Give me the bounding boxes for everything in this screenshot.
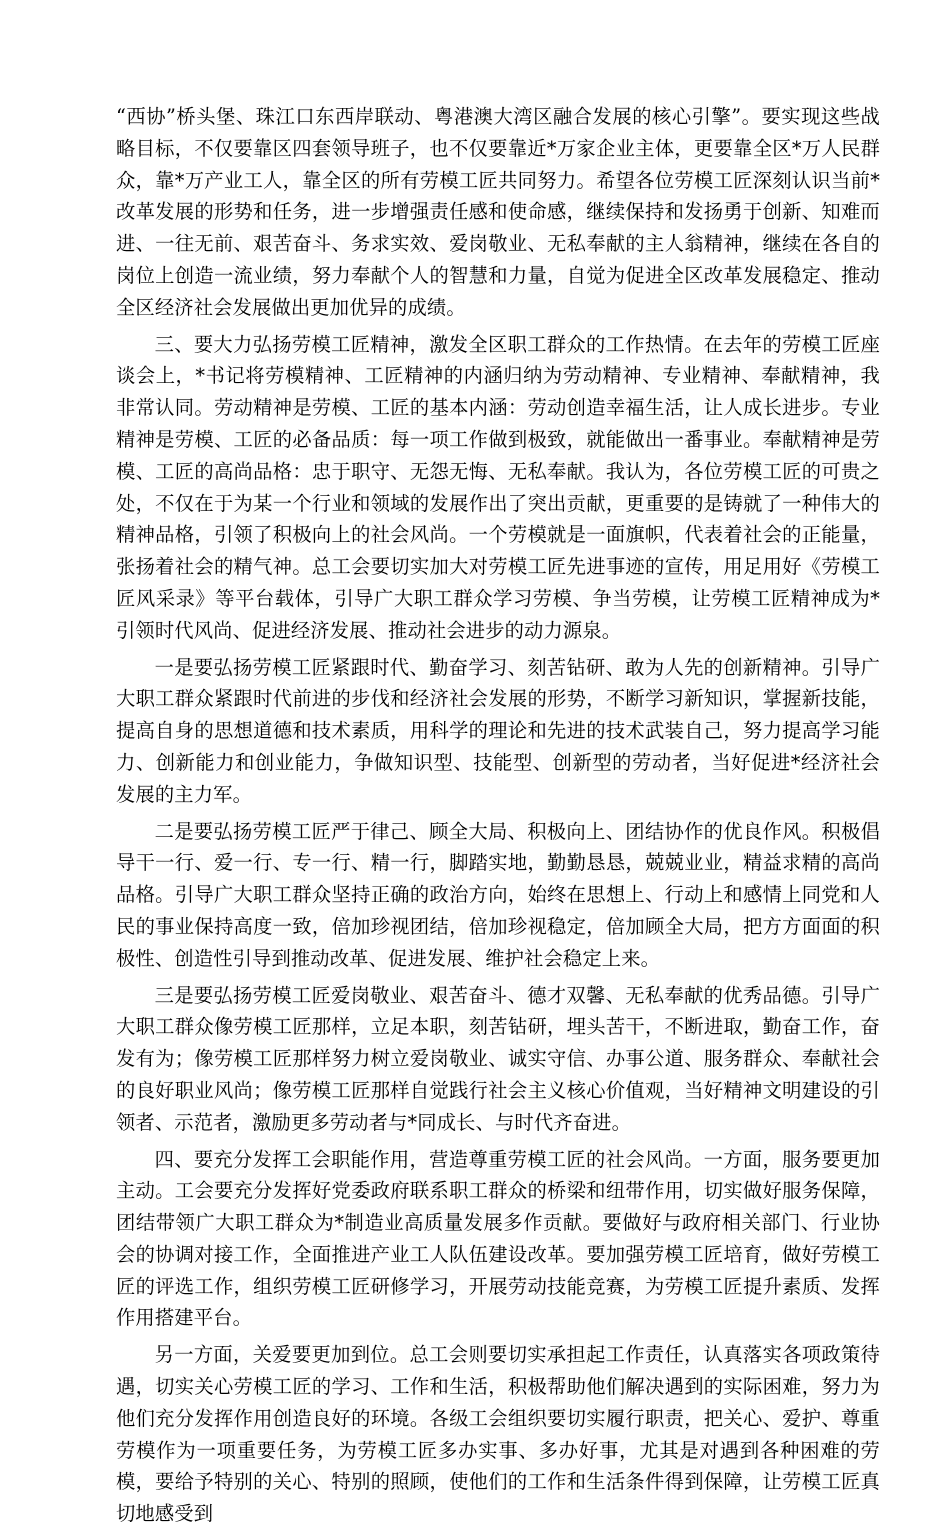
paragraph-point-three: 三是要弘扬劳模工匠爱岗敬业、艰苦奋斗、德才双馨、无私奉献的优秀品德。引导广大职工群众像劳模工匠那样，立足本职，刻苦钻研，埋头苦干，不断进取，勤奋工作，奋发有为；像劳模工匠那样努力树立爱岗敬业、诚实守信、办事公道、服务群众、奉献社会的良好职业风尚；像劳模工匠那样自觉践行社会主义核心价值观，当好精神文明建设的引领者、示范者，激励更多劳动者与*同成长、与时代齐奋进。 xyxy=(116,983,880,1134)
paragraph-point-one: 一是要弘扬劳模工匠紧跟时代、勤奋学习、刻苦钻研、敢为人先的创新精神。引导广大职工群众紧跟时代前进的步伐和经济社会发展的形势，不断学习新知识，掌握新技能，提高自身的思想道德和技术素质，用科学的理论和先进的技术武装自己，努力提高学习能力、创新能力和创业能力，争做知识型、技能型、创新型的劳动者，当好促进*经济社会发展的主力军。 xyxy=(116,655,880,806)
paragraph-other-hand: 另一方面，关爱要更加到位。总工会则要切实承担起工作责任，认真落实各项政策待遇，切实关心劳模工匠的学习、工作和生活，积极帮助他们解决遇到的实际困难，努力为他们充分发挥作用创造良好的环境。各级工会组织要切实履行职责，把关心、爱护、尊重劳模作为一项重要任务，为劳模工匠多办实事、多办好事，尤其是对遇到各种困难的劳模，要给予特别的关心、特别的照顾，使他们的工作和生活条件得到保障，让劳模工匠真切地感受到 xyxy=(116,1343,880,1526)
document-body xyxy=(116,101,880,1535)
paragraph-continuation: “西协”桥头堡、珠江口东西岸联动、粤港澳大湾区融合发展的核心引擎”。要实现这些战略目标，不仅要靠区四套领导班子，也不仅要靠近*万家企业主体，更要靠全区*万人民群众，靠*万产业工人，靠全区的所有劳模工匠共同努力。希望各位劳模工匠深刻认识当前*改革发展的形势和任务，进一步增强责任感和使命感，继续保持和发扬勇于创新、知难而进、一往无前、艰苦奋斗、务求实效、爱岗敬业、无私奉献的主人翁精神，继续在各自的岗位上创造一流业绩，努力奉献个人的智慧和力量，自觉为促进全区改革发展稳定、推动全区经济社会发展做出更加优异的成绩。 xyxy=(116,105,880,319)
paragraph-section-four: 四、要充分发挥工会职能作用，营造尊重劳模工匠的社会风尚。一方面，服务要更加主动。工会要充分发挥好党委政府联系职工群众的桥梁和纽带作用，切实做好服务保障，团结带领广大职工群众为*制造业高质量发展多作贡献。要做好与政府相关部门、行业协会的协调对接工作，全面推进产业工人队伍建设改革。要加强劳模工匠培育，做好劳模工匠的评选工作，组织劳模工匠研修学习，开展劳动技能竞赛，为劳模工匠提升素质、发挥作用搭建平台。 xyxy=(116,1147,880,1330)
paragraph-point-two: 二是要弘扬劳模工匠严于律己、顾全大局、积极向上、团结协作的优良作风。积极倡导干一行、爱一行、专一行、精一行，脚踏实地，勤勤恳恳，兢兢业业，精益求精的高尚品格。引导广大职工群众坚持正确的政治方向，始终在思想上、行动上和感情上同党和人民的事业保持高度一致，倍加珍视团结，倍加珍视稳定，倍加顾全大局，把方方面面的积极性、创造性引导到推动改革、促进发展、维护社会稳定上来。 xyxy=(116,819,880,970)
paragraph-section-three: 三、要大力弘扬劳模工匠精神，激发全区职工群众的工作热情。在去年的劳模工匠座谈会上，*书记将劳模精神、工匠精神的内涵归纳为劳动精神、专业精神、奉献精神，我非常认同。劳动精神是劳模、工匠的基本内涵：劳动创造幸福生活，让人成长进步。专业精神是劳模、工匠的必备品质：每一项工作做到极致，就能做出一番事业。奉献精神是劳模、工匠的高尚品格：忠于职守、无怨无悔、无私奉献。我认为，各位劳模工匠的可贵之处，不仅在于为某一个行业和领域的发展作出了突出贡献，更重要的是铸就了一种伟大的精神品格，引领了积极向上的社会风尚。一个劳模就是一面旗帜，代表着社会的正能量，张扬着社会的精气神。总工会要切实加大对劳模工匠先进事迹的宣传，用足用好《劳模工匠风采录》等平台载体，引导广大职工群众学习劳模、争当劳模，让劳模工匠精神成为*引领时代风尚、促进经济发展、推动社会进步的动力源泉。 xyxy=(116,332,880,642)
